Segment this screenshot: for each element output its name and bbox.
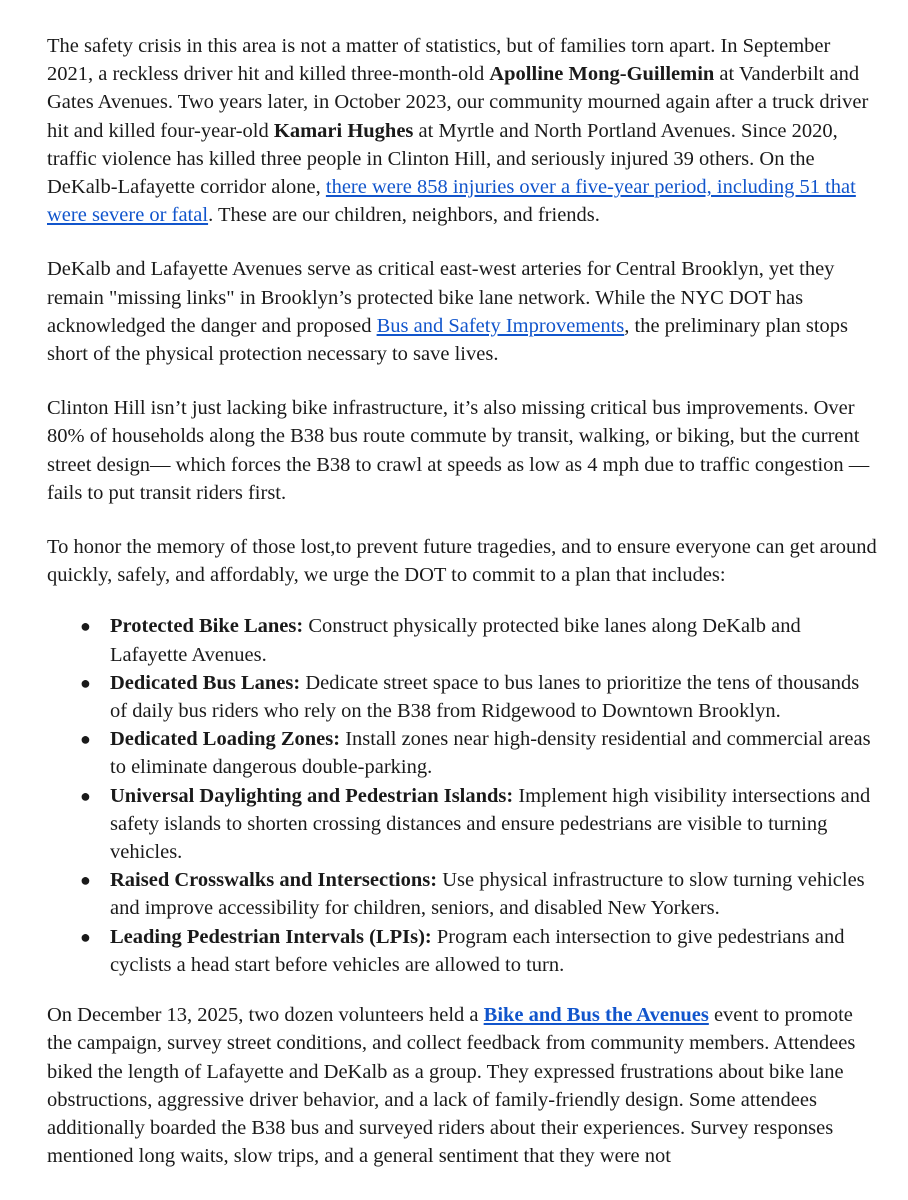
victim-name: Kamari Hughes — [273, 119, 414, 142]
demands-list — [47, 612, 877, 979]
bullet-icon: ● — [80, 616, 91, 637]
bullet-icon: ● — [80, 785, 91, 806]
document-body — [47, 32, 877, 1196]
victim-name: Apolline Mong-Guillemin — [489, 63, 715, 86]
list-item-text: Use physical infrastructure to slow turning vehicles and improve accessibility for children, seniors, and disabled New Yorkers. — [110, 869, 865, 920]
bike-bus-avenues-link[interactable]: Bike and Bus the Avenues — [483, 1004, 709, 1027]
list-item-text: Construct physically protected bike lanes along DeKalb and Lafayette Avenues. — [110, 615, 801, 666]
text-segment: DeKalb and Lafayette Avenues serve as critical east-west arteries for Central Brooklyn, yet they remain "missing links" in Brooklyn’s protected bike lane network. While the NYC DOT has acknowledged the danger and proposed — [47, 258, 835, 337]
paragraph-missing-links — [47, 255, 877, 368]
text-segment: , the preliminary plan stops short of the physical protection necessary to save lives. — [47, 314, 849, 366]
text-segment: event to promote the campaign, survey street conditions, and collect feedback from community members. Attendees biked the length of Lafayette and DeKalb as a group. They expressed frustrations about bike lane obstructions, aggressive driver behavior, and a lack of family-friendly design. Some attendees additionally boarded the B38 bus and surveyed riders about their experiences. Survey responses mentioned long waits, slow trips, and a general sentiment that they were not — [47, 1004, 856, 1168]
list-item-title: Dedicated Bus Lanes: — [110, 671, 301, 694]
list-item — [47, 725, 877, 781]
list-item — [47, 923, 877, 979]
list-item — [47, 669, 877, 725]
injuries-stats-link[interactable]: there were 858 injuries over a five-year period, including 51 that were severe or fatal — [47, 176, 856, 227]
list-item-title: Protected Bike Lanes: — [110, 615, 304, 638]
paragraph-urge-dot: To honor the memory of those lost,to prevent future tragedies, and to ensure everyone can get around quickly, safely, and affordably, we urge the DOT to commit to a plan that includes: — [47, 536, 877, 587]
bullet-icon: ● — [80, 729, 91, 750]
text-segment: at Vanderbilt and Gates Avenues. Two years later, in October 2023, our community mourned again after a truck driver hit and killed four-year-old — [47, 63, 869, 142]
bullet-icon: ● — [80, 672, 91, 693]
list-item-title: Raised Crosswalks and Intersections: — [110, 869, 438, 892]
list-item-text: Implement high visibility intersections and safety islands to shorten crossing distances and ensure pedestrians are visible to turning vehicles. — [110, 784, 871, 864]
bus-safety-improvements-link[interactable]: Bus and Safety Improvements — [376, 314, 625, 337]
text-segment: On December 13, 2025, two dozen volunteers held a — [47, 1004, 484, 1027]
bullet-icon: ● — [80, 926, 91, 947]
list-item-title: Universal Daylighting and Pedestrian Islands: — [110, 784, 514, 807]
list-item — [47, 866, 877, 922]
paragraph-bus-improvements: Clinton Hill isn’t just lacking bike infrastructure, it’s also missing critical bus improvements. Over 80% of households along the B38 bus route commute by transit, walking, or biking, but the current street design— which forces the B38 to crawl at speeds as low as 4 mph due to traffic congestion — fails to put transit riders first. — [47, 397, 870, 504]
text-segment: at Myrtle and North Portland Avenues. Since 2020, traffic violence has killed three people in Clinton Hill, and seriously injured 39 others. On the DeKalb-Lafayette corridor alone, — [47, 119, 838, 199]
paragraph-safety-crisis — [47, 32, 877, 229]
text-segment: . These are our children, neighbors, and friends. — [208, 204, 600, 227]
paragraph-event — [47, 1001, 877, 1170]
list-item-text: Dedicate street space to bus lanes to prioritize the tens of thousands of daily bus riders who rely on the B38 from Ridgewood to Downtown Brooklyn. — [110, 671, 860, 723]
list-item-title: Dedicated Loading Zones: — [110, 728, 341, 751]
list-item-text: Program each intersection to give pedestrians and cyclists a head start before vehicles are allowed to turn. — [110, 925, 845, 976]
list-item — [47, 782, 877, 867]
list-item-text: Install zones near high-density residential and commercial areas to eliminate dangerous double-parking. — [110, 728, 871, 779]
text-segment: The safety crisis in this area is not a matter of statistics, but of families torn apart. In September 2021, a reckless driver hit and killed three-month-old — [47, 35, 831, 86]
bullet-icon: ● — [80, 870, 91, 891]
list-item-title: Leading Pedestrian Intervals (LPIs): — [110, 925, 432, 948]
list-item — [47, 612, 877, 668]
